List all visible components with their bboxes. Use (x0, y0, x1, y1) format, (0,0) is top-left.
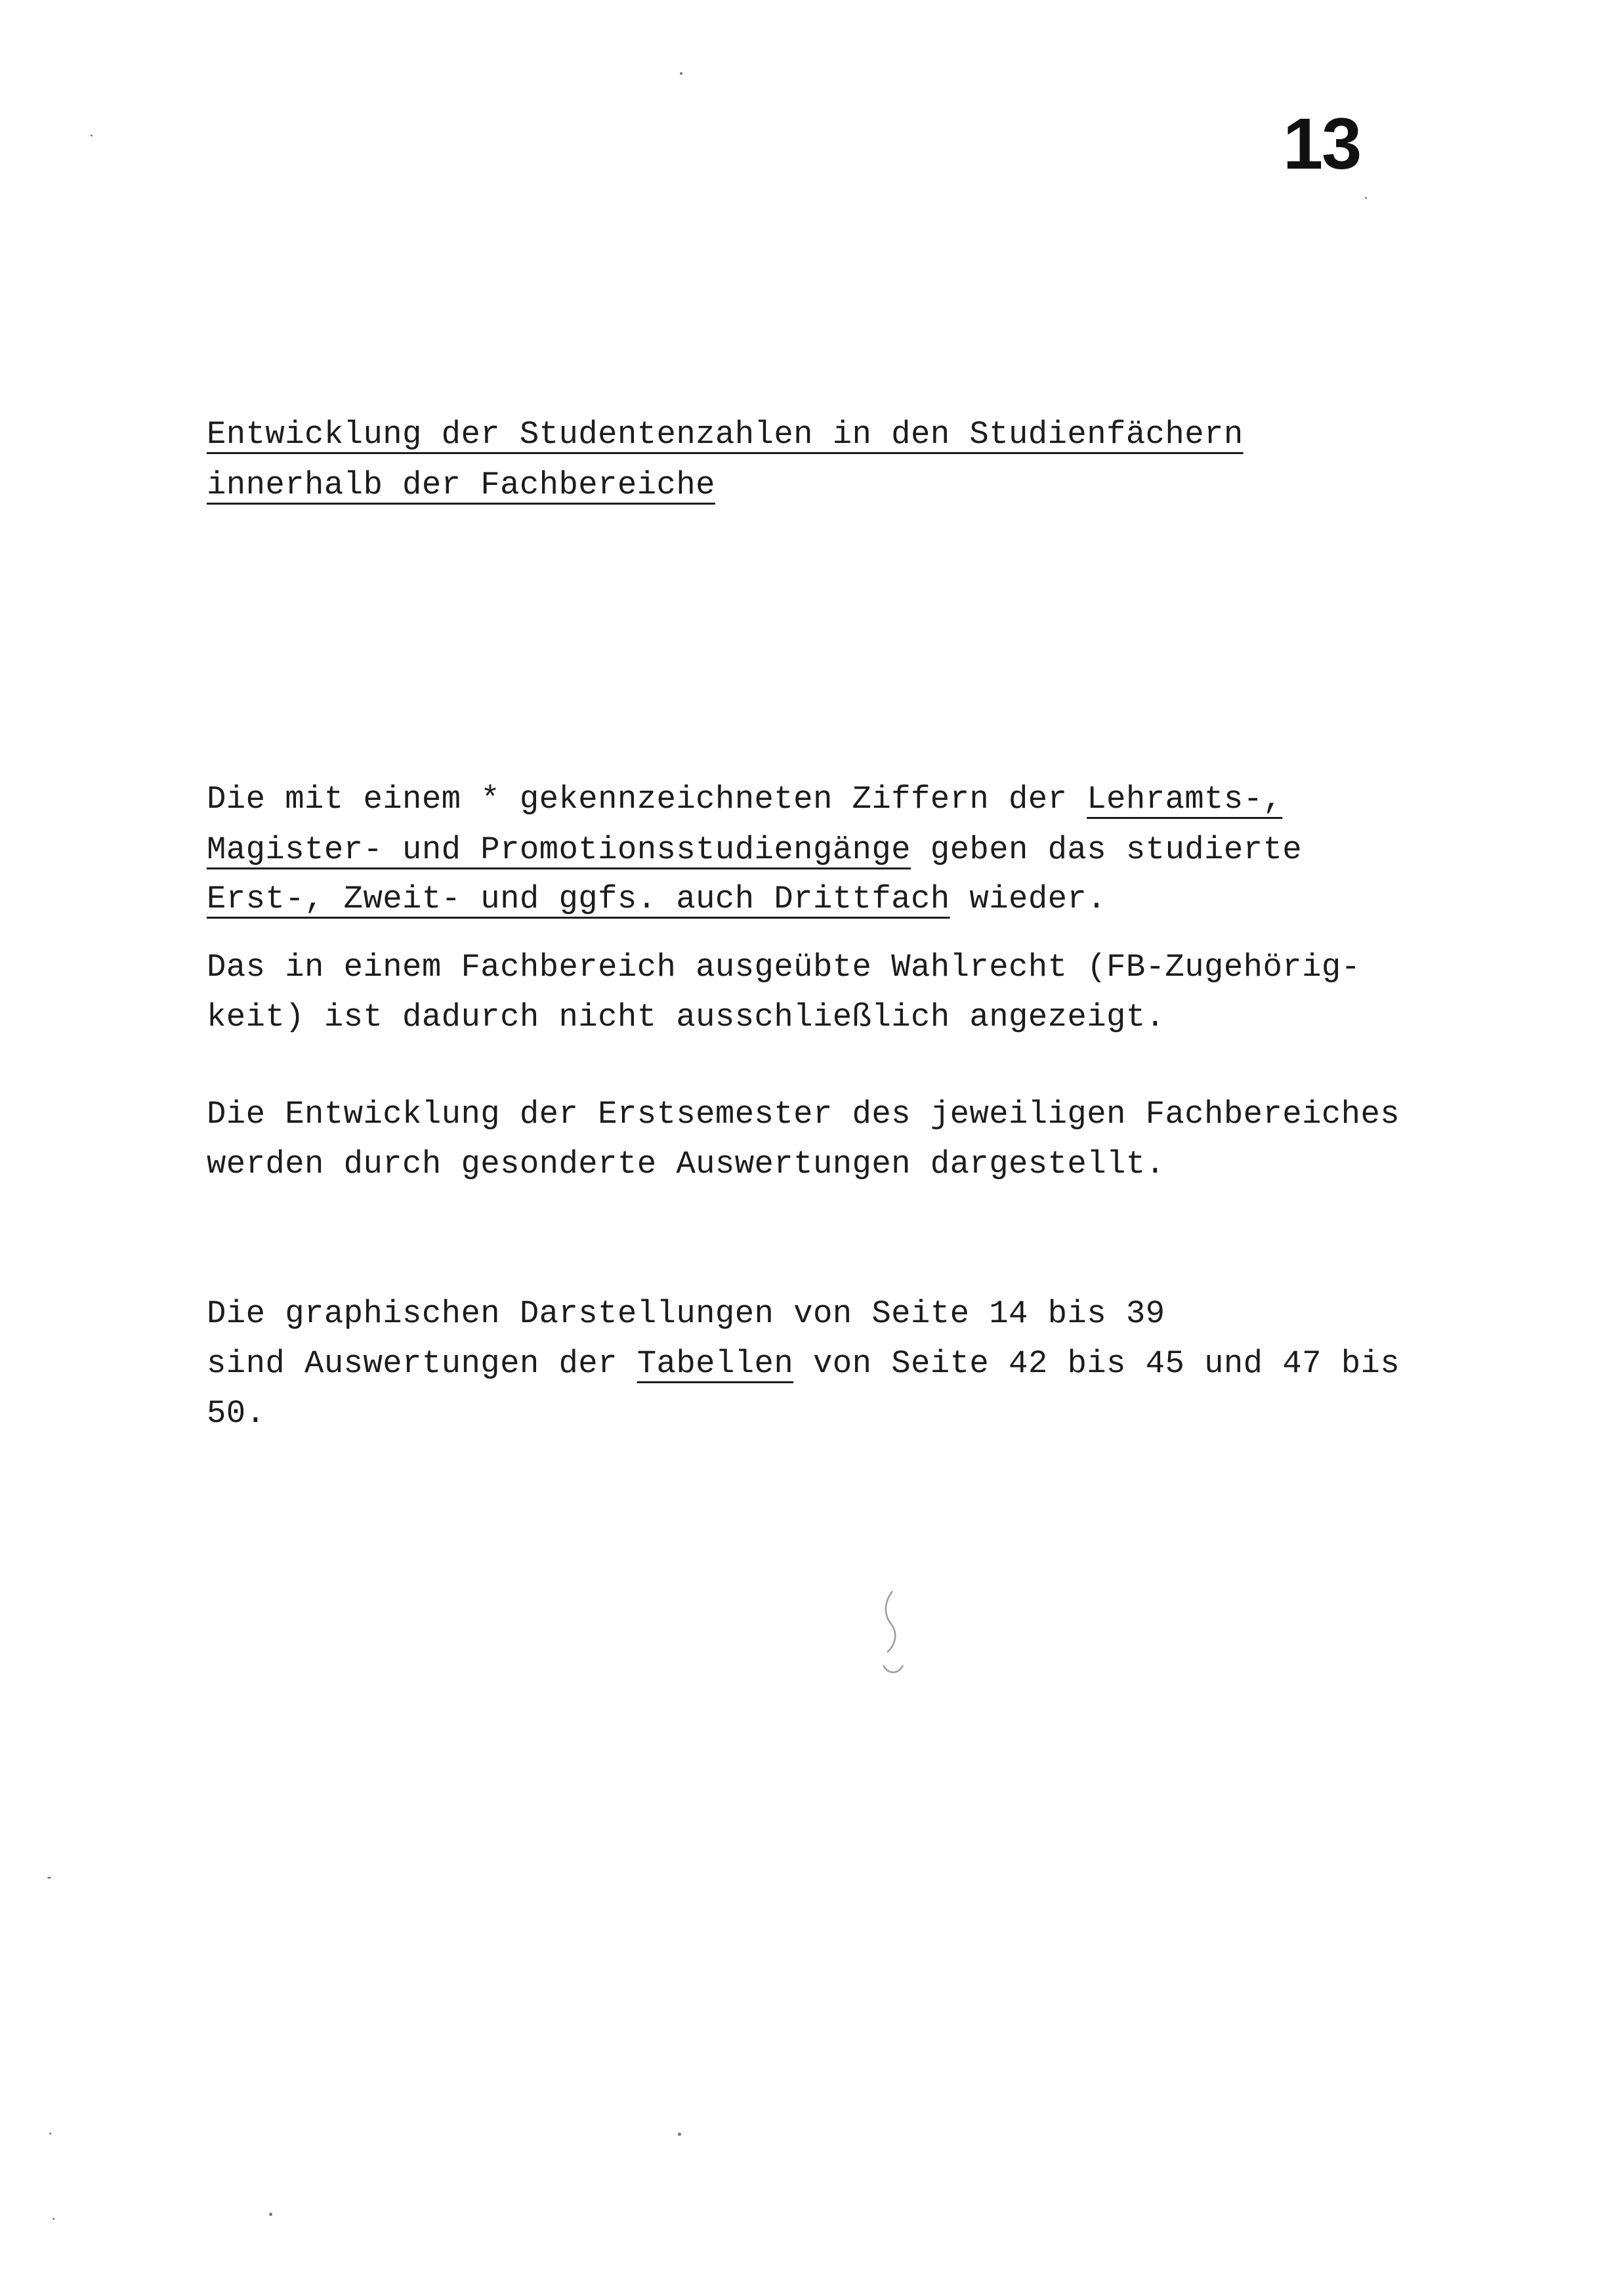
paragraph-4-line-2-text: sind Auswertungen der (207, 1345, 637, 1382)
paper-speck (91, 135, 93, 136)
paper-speck (269, 2213, 272, 2216)
paragraph-4-line-2-rest: von Seite 42 bis 45 und 47 bis (793, 1345, 1400, 1382)
paragraph-3-line-1: Die Entwicklung der Erstsemester des jeweiligen Fachbereiches (207, 1096, 1400, 1133)
paragraph-1-line-2 (207, 831, 1303, 868)
paragraph-1-line-1 (207, 783, 1282, 816)
paragraph-1-underlined-faecher: Erst-, Zweit- und ggfs. auch Drittfach (207, 881, 950, 917)
paragraph-1-line-3-text: wieder. (950, 881, 1107, 917)
paragraph-1-line-2-text: geben das studierte (910, 831, 1303, 868)
paper-speck (678, 2133, 681, 2136)
heading-line-1: Entwicklung der Studentenzahlen in den Studienfächern (207, 416, 1244, 453)
paragraph-4-line-2 (207, 1345, 1400, 1382)
paragraph-1-underlined-studiengaenge: Magister- und Promotionsstudiengänge (207, 831, 911, 868)
heading-line-2: innerhalb der Fachbereiche (207, 467, 715, 503)
paragraph-2-line-2: keit) ist dadurch nicht ausschließlich angezeigt. (207, 999, 1165, 1035)
paragraph-4-line-3: 50. (207, 1395, 266, 1432)
paper-speck (47, 1877, 51, 1879)
pencil-mark (879, 1588, 906, 1680)
paragraph-1-line-1-text: Die mit einem * gekennzeichneten Ziffern der (207, 781, 1087, 818)
paragraph-2-line-1: Das in einem Fachbereich ausgeübte Wahlrecht (FB-Zugehörig- (207, 949, 1361, 986)
paragraph-4-line-1: Die graphischen Darstellungen von Seite 14 bis 39 (207, 1295, 1165, 1332)
paper-speck (52, 2218, 54, 2220)
paragraph-1-line-3 (207, 883, 1106, 915)
paper-speck (1365, 197, 1367, 199)
paragraph-3-line-2: werden durch gesonderte Auswertungen dargestellt. (207, 1146, 1165, 1182)
paper-speck (680, 72, 682, 75)
paragraph-1-underlined-lehramts: Lehramts-, (1087, 781, 1283, 818)
paragraph-4-underlined-tabellen: Tabellen (637, 1345, 794, 1382)
paper-speck (49, 2133, 51, 2135)
page-number: 13 (1283, 104, 1361, 184)
